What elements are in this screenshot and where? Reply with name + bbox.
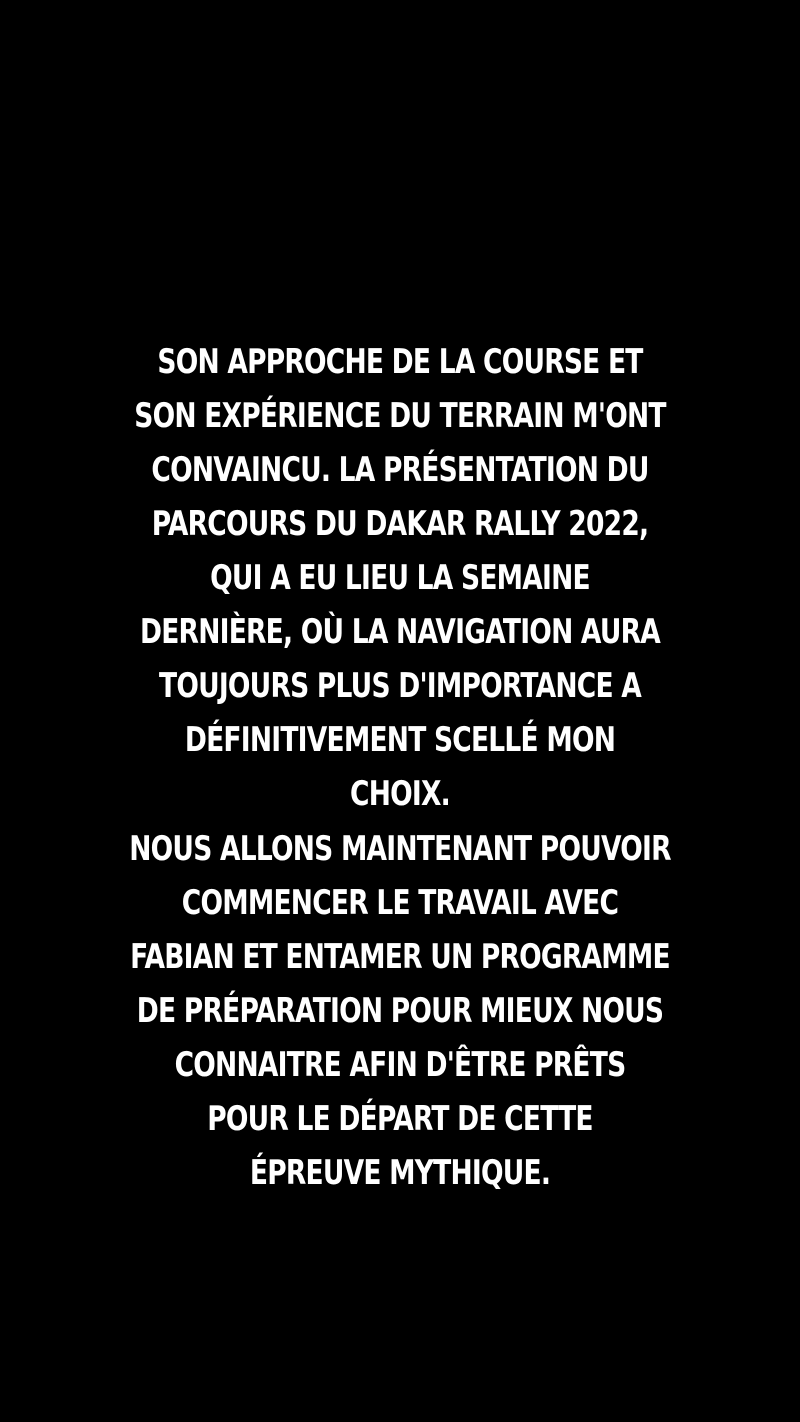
story-text-line: SON EXPÉRIENCE DU TERRAIN M'ONT bbox=[134, 396, 666, 436]
story-text-line: COMMENCER LE TRAVAIL AVEC bbox=[181, 883, 619, 923]
story-text-line: QUI A EU LIEU LA SEMAINE bbox=[210, 558, 590, 598]
story-text-line: PARCOURS DU DAKAR RALLY 2022, bbox=[151, 504, 649, 544]
story-text-line: DERNIÈRE, OÙ LA NAVIGATION AURA bbox=[139, 612, 661, 652]
story-text-line: DE PRÉPARATION POUR MIEUX NOUS bbox=[136, 991, 664, 1031]
story-text-line: SON APPROCHE DE LA COURSE ET bbox=[157, 342, 643, 382]
story-text-line: ÉPREUVE MYTHIQUE. bbox=[249, 1153, 551, 1193]
story-text-line: CONNAITRE AFIN D'ÊTRE PRÊTS bbox=[174, 1045, 626, 1085]
story-text-line: CONVAINCU. LA PRÉSENTATION DU bbox=[151, 450, 649, 490]
story-text-line: TOUJOURS PLUS D'IMPORTANCE A bbox=[159, 666, 641, 706]
story-text-line: DÉFINITIVEMENT SCELLÉ MON bbox=[184, 720, 616, 760]
story-paragraph-1 bbox=[88, 335, 712, 821]
story-text-line: NOUS ALLONS MAINTENANT POUVOIR bbox=[129, 829, 671, 869]
story-text-line: CHOIX. bbox=[350, 774, 450, 814]
story-text-line: FABIAN ET ENTAMER UN PROGRAMME bbox=[130, 937, 670, 977]
story-text-line: POUR LE DÉPART DE CETTE bbox=[207, 1099, 593, 1139]
story-paragraph-2 bbox=[88, 822, 712, 1200]
